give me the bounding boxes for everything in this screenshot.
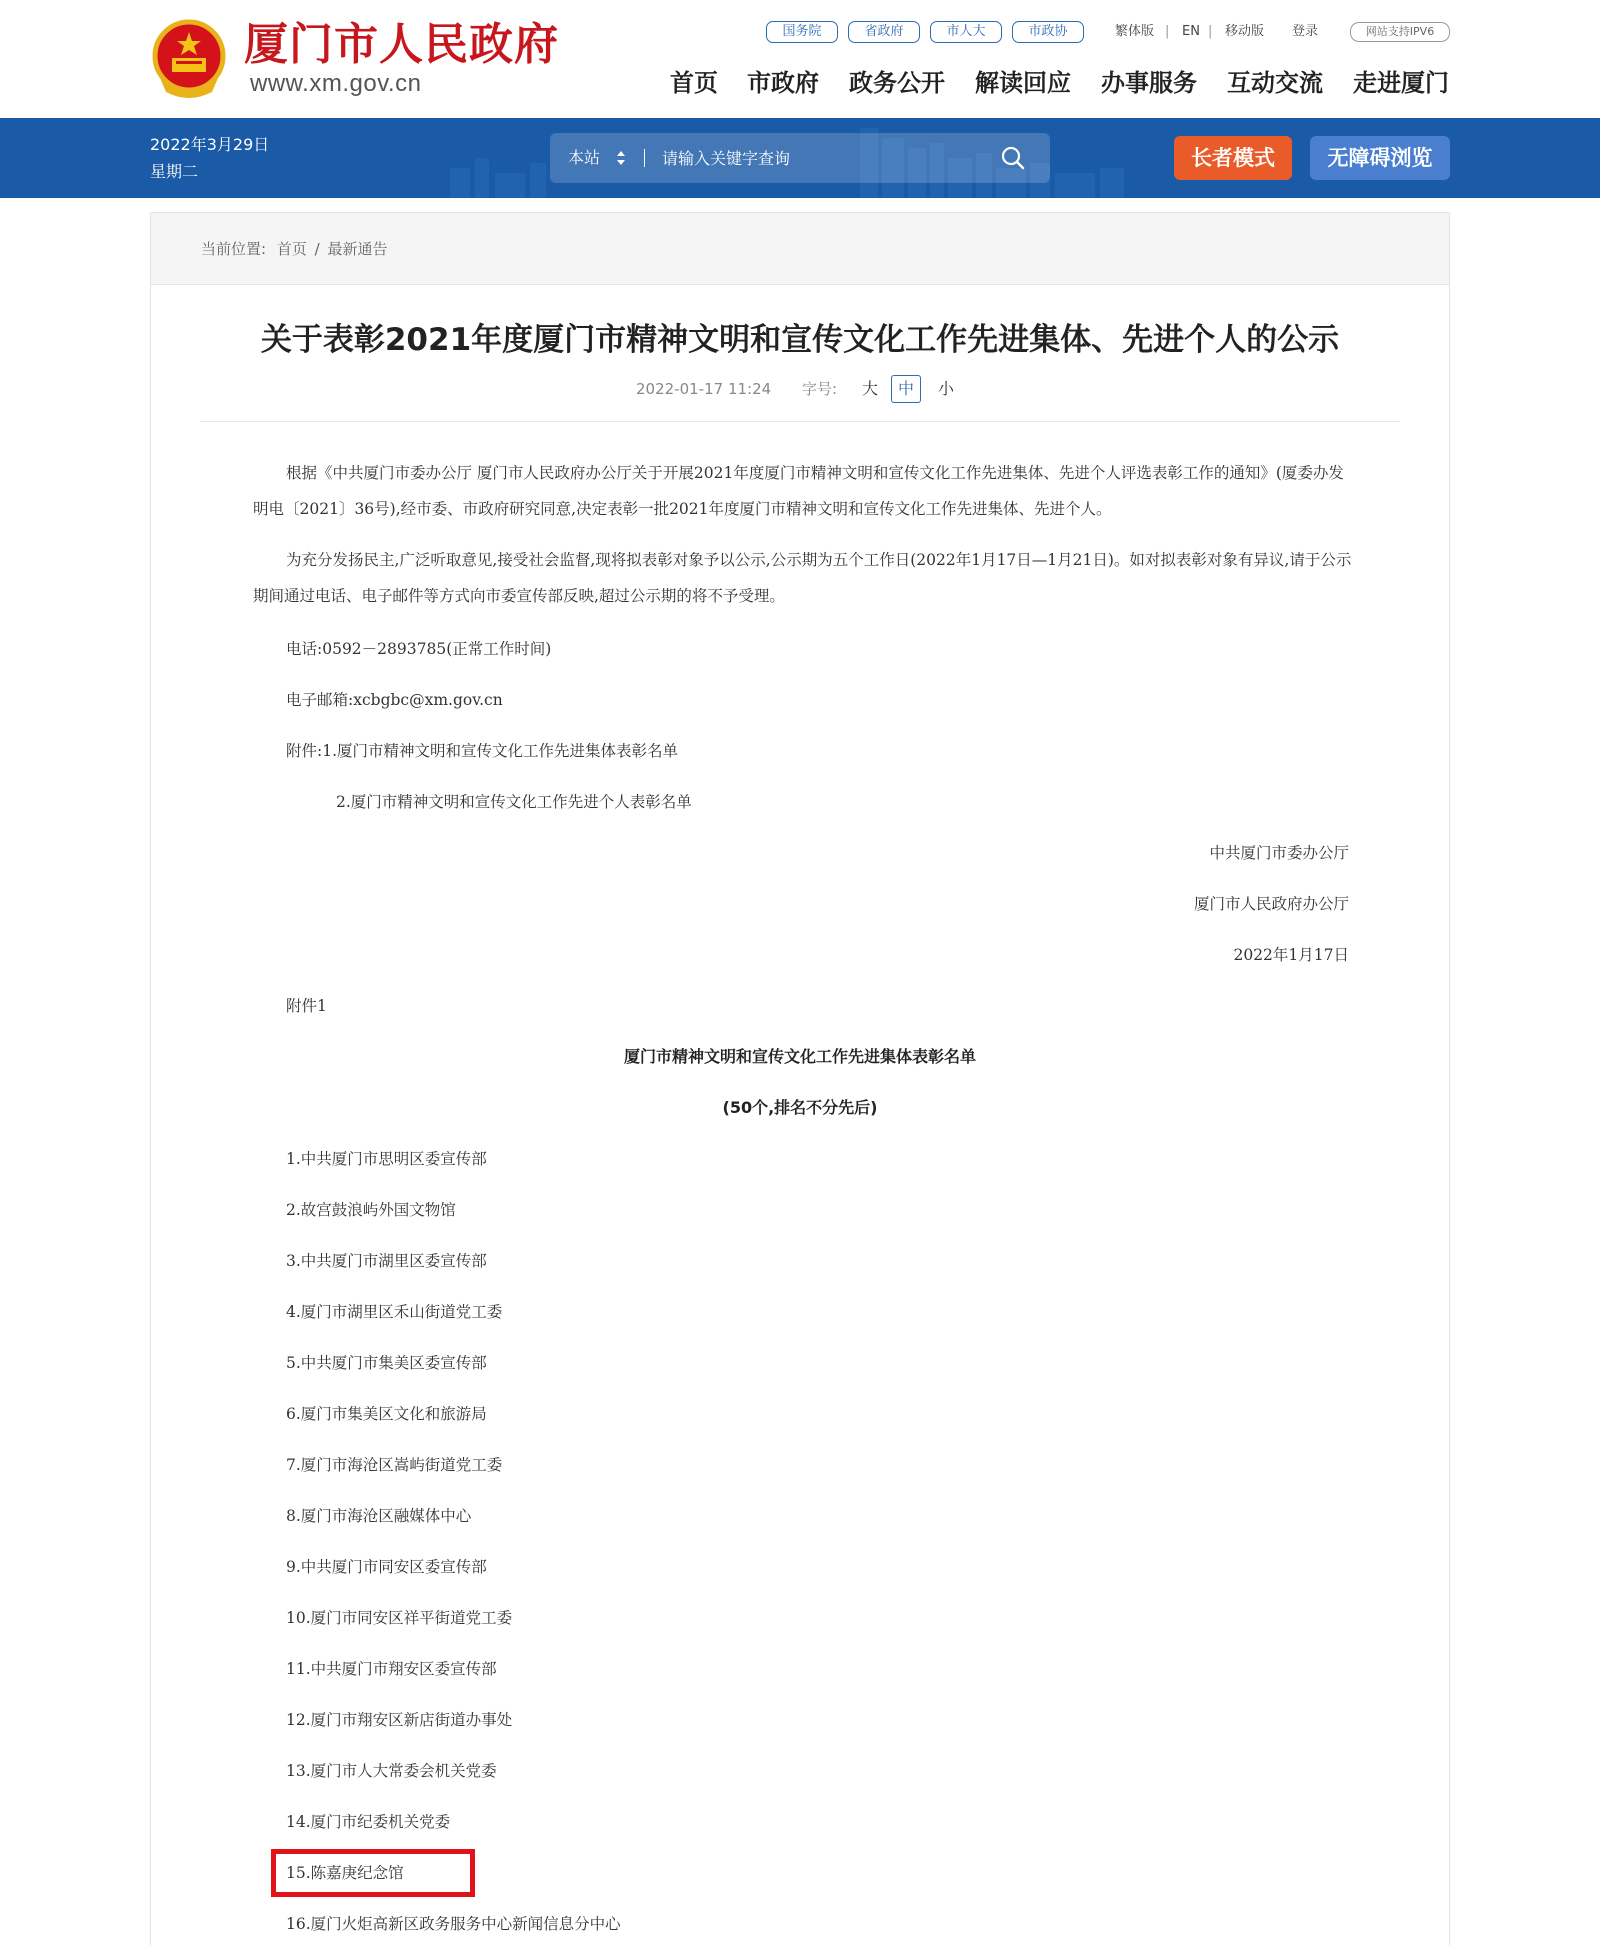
list-item: 7.厦门市海沧区嵩屿街道党工委 (286, 1456, 503, 1474)
breadcrumb (151, 213, 1449, 285)
signature-party-office: 中共厦门市委办公厅 (1209, 844, 1349, 862)
font-size-small-button[interactable]: 小 (937, 379, 954, 398)
paragraph-1: 根据《中共厦门市委办公厅 厦门市人民政府办公厅关于开展2021年度厦门市精神文明和宣传文化工作先进集体、先进个人评选表彰工作的通知》(厦委办发明电〔2021〕36号),经市委、市政府研究同意,决定表彰一批2021年度厦门市精神文明和宣传文化工作先进集体、先进个人。 (253, 464, 1344, 518)
main-nav (0, 66, 1600, 100)
list-item: 16.厦门火炬高新区政务服务中心新闻信息分中心 (286, 1915, 621, 1933)
paragraph-2: 为充分发扬民主,广泛听取意见,接受社会监督,现将拟表彰对象予以公示,公示期为五个工作日(2022年1月17日—1月21日)。如对拟表彰对象有异议,请于公示期间通过电话、电子邮件等方式向市委宣传部反映,超过公示期的将不予受理。 (253, 551, 1352, 605)
signature-gov-office: 厦门市人民政府办公厅 (1193, 895, 1349, 913)
list-item: 8.厦门市海沧区融媒体中心 (286, 1507, 472, 1525)
traditional-chinese-link[interactable]: 繁体版 (1115, 24, 1155, 39)
nav-interaction[interactable]: 互动交流 (1227, 69, 1323, 97)
list-item: 13.厦门市人大常委会机关党委 (286, 1762, 497, 1780)
search-divider (644, 149, 645, 167)
nav-about-xiamen[interactable]: 走进厦门 (1353, 69, 1449, 97)
utility-bar (0, 118, 1600, 198)
nav-home[interactable]: 首页 (670, 69, 718, 97)
list-item: 3.中共厦门市湖里区委宣传部 (286, 1252, 487, 1270)
tag-peoples-congress[interactable]: 市人大 (930, 21, 1002, 43)
annex-label: 附件1 (286, 997, 327, 1015)
breadcrumb-current[interactable]: 最新通告 (327, 240, 388, 258)
tag-state-council[interactable]: 国务院 (766, 21, 838, 43)
list-item: 2.故宫鼓浪屿外国文物馆 (286, 1201, 456, 1219)
font-size-label: 字号: (802, 380, 838, 398)
list-subtitle: (50个,排名不分先后) (722, 1098, 878, 1117)
highlight-box (271, 1849, 475, 1897)
list-item: 9.中共厦门市同安区委宣传部 (286, 1558, 487, 1576)
top-link-separator: | (1165, 24, 1170, 39)
elder-mode-button[interactable]: 长者模式 (1174, 136, 1292, 180)
nav-municipal-gov[interactable]: 市政府 (747, 69, 819, 97)
search-input[interactable] (662, 143, 992, 173)
list-item: 14.厦门市纪委机关党委 (286, 1813, 451, 1831)
search-box (550, 133, 1050, 183)
meta-divider (200, 421, 1400, 422)
contact-email: 电子邮箱:xcbgbc@xm.gov.cn (286, 691, 503, 709)
current-date: 2022年3月29日 (150, 135, 270, 154)
tag-provincial-gov[interactable]: 省政府 (848, 21, 920, 43)
list-item: 4.厦门市湖里区禾山街道党工委 (286, 1303, 503, 1321)
list-item: 1.中共厦门市思明区委宣传部 (286, 1150, 487, 1168)
search-icon[interactable] (1000, 145, 1026, 171)
signature-date: 2022年1月17日 (1233, 946, 1349, 964)
english-link[interactable]: EN (1182, 24, 1200, 39)
updown-arrow-icon[interactable] (616, 149, 626, 167)
login-link[interactable]: 登录 (1292, 24, 1319, 39)
article-date: 2022-01-17 11:24 (636, 380, 772, 398)
breadcrumb-label: 当前位置: (201, 240, 267, 258)
site-title[interactable]: 厦门市人民政府 (244, 19, 559, 70)
attachment-2-link[interactable]: 2.厦门市精神文明和宣传文化工作先进个人表彰名单 (336, 793, 692, 811)
nav-gov-affairs[interactable]: 政务公开 (849, 69, 945, 97)
current-weekday: 星期二 (150, 162, 199, 181)
tag-cppcc[interactable]: 市政协 (1012, 21, 1084, 43)
nav-services[interactable]: 办事服务 (1101, 69, 1197, 97)
attachment-1-link[interactable]: 附件:1.厦门市精神文明和宣传文化工作先进集体表彰名单 (286, 742, 679, 760)
nav-interpretation[interactable]: 解读回应 (975, 69, 1071, 97)
font-size-large-button[interactable]: 大 (861, 379, 878, 398)
list-item: 5.中共厦门市集美区委宣传部 (286, 1354, 487, 1372)
top-link-separator: | (1208, 24, 1213, 39)
accessible-browse-button[interactable]: 无障碍浏览 (1310, 136, 1450, 180)
search-scope-select[interactable]: 本站 (568, 148, 601, 167)
list-item-highlighted: 15.陈嘉庚纪念馆 (286, 1864, 404, 1882)
list-item: 10.厦门市同安区祥平街道党工委 (286, 1609, 513, 1627)
mobile-link[interactable]: 移动版 (1225, 24, 1265, 39)
list-item: 12.厦门市翔安区新店街道办事处 (286, 1711, 513, 1729)
font-size-medium-button[interactable]: 中 (891, 375, 921, 403)
list-item: 6.厦门市集美区文化和旅游局 (286, 1405, 487, 1423)
ipv6-badge: 网站支持IPV6 (1350, 22, 1450, 42)
breadcrumb-home[interactable]: 首页 (276, 240, 307, 258)
contact-phone: 电话:0592－2893785(正常工作时间) (286, 640, 552, 658)
article-meta (151, 372, 1449, 406)
list-title: 厦门市精神文明和宣传文化工作先进集体表彰名单 (623, 1047, 976, 1066)
article-container (150, 212, 1450, 1945)
list-item: 11.中共厦门市翔安区委宣传部 (286, 1660, 497, 1678)
breadcrumb-separator: / (314, 240, 320, 258)
site-header (0, 0, 1600, 118)
site-domain: www.xm.gov.cn (250, 70, 422, 97)
article-title: 关于表彰2021年度厦门市精神文明和宣传文化工作先进集体、先进个人的公示 (260, 322, 1340, 358)
